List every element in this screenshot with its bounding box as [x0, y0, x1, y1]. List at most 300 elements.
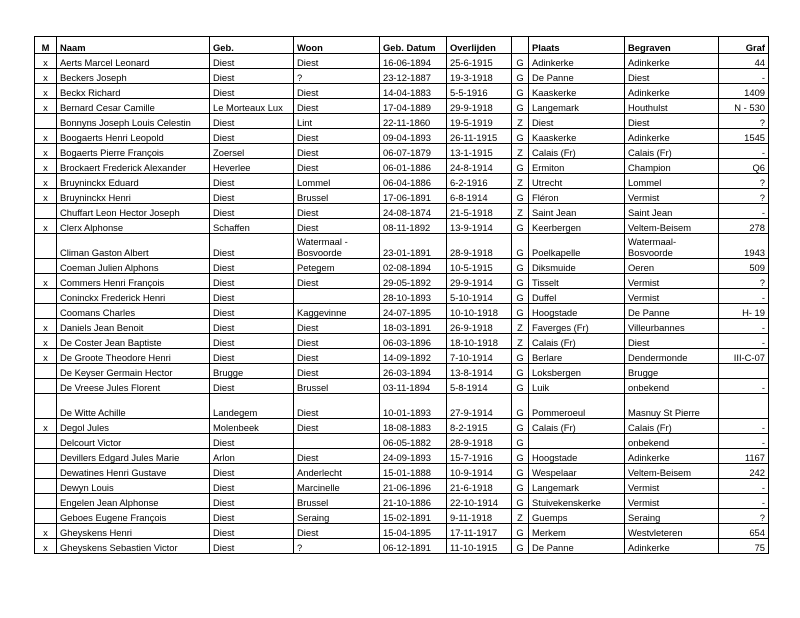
- cell-code: G: [512, 99, 529, 114]
- table-row: [35, 319, 769, 334]
- cell-geb: Diest: [210, 524, 294, 539]
- cell-plaats: Hoogstade: [529, 304, 625, 319]
- cell-overlijden: 15-7-1916: [447, 449, 512, 464]
- cell-plaats: Fléron: [529, 189, 625, 204]
- cell-m: [35, 114, 57, 129]
- cell-woon: Brussel: [294, 379, 380, 394]
- cell-plaats: Ermiton: [529, 159, 625, 174]
- cell-code: Z: [512, 114, 529, 129]
- cell-naam: Bruyninckx Eduard: [57, 174, 210, 189]
- cell-geb: Molenbeek: [210, 419, 294, 434]
- cell-plaats: Calais (Fr): [529, 419, 625, 434]
- cell-plaats: De Panne: [529, 539, 625, 554]
- cell-code: G: [512, 129, 529, 144]
- cell-code: Z: [512, 334, 529, 349]
- cell-begraven: Vermist: [625, 189, 719, 204]
- cell-overlijden: 25-6-1915: [447, 54, 512, 69]
- cell-geb: Diest: [210, 69, 294, 84]
- cell-geb-datum: 17-06-1891: [380, 189, 447, 204]
- cell-naam: Engelen Jean Alphonse: [57, 494, 210, 509]
- cell-geb: Diest: [210, 434, 294, 449]
- cell-begraven: Dendermonde: [625, 349, 719, 364]
- table-row: [35, 144, 769, 159]
- cell-geb-datum: 10-01-1893: [380, 394, 447, 419]
- cell-naam: Degol Jules: [57, 419, 210, 434]
- cell-woon: Watermaal - Bosvoorde: [294, 234, 380, 259]
- cell-code: G: [512, 234, 529, 259]
- cell-begraven: Seraing: [625, 509, 719, 524]
- col-header-begraven: Begraven: [625, 37, 719, 54]
- cell-geb: Diest: [210, 539, 294, 554]
- soldier-register-table: [34, 36, 769, 554]
- cell-plaats: Diksmuide: [529, 259, 625, 274]
- cell-geb-datum: 06-07-1879: [380, 144, 447, 159]
- cell-code: G: [512, 434, 529, 449]
- cell-begraven: Diest: [625, 69, 719, 84]
- cell-naam: Brockaert Frederick Alexander: [57, 159, 210, 174]
- col-header-graf: Graf: [719, 37, 769, 54]
- cell-naam: Commers Henri François: [57, 274, 210, 289]
- cell-plaats: Kaaskerke: [529, 84, 625, 99]
- cell-overlijden: 5-5-1916: [447, 84, 512, 99]
- cell-graf: 654: [719, 524, 769, 539]
- cell-begraven: Vermist: [625, 479, 719, 494]
- cell-begraven: Saint Jean: [625, 204, 719, 219]
- cell-naam: Bonnyns Joseph Louis Celestin: [57, 114, 210, 129]
- cell-geb: Diest: [210, 379, 294, 394]
- cell-overlijden: 10-5-1915: [447, 259, 512, 274]
- cell-geb: Diest: [210, 84, 294, 99]
- cell-m: x: [35, 159, 57, 174]
- cell-m: [35, 234, 57, 259]
- cell-geb-datum: 21-10-1886: [380, 494, 447, 509]
- cell-graf: Q6: [719, 159, 769, 174]
- cell-geb: Diest: [210, 464, 294, 479]
- cell-graf: -: [719, 289, 769, 304]
- cell-geb-datum: 08-11-1892: [380, 219, 447, 234]
- cell-graf: [719, 394, 769, 419]
- table-row: [35, 434, 769, 449]
- cell-m: x: [35, 349, 57, 364]
- cell-naam: Clerx Alphonse: [57, 219, 210, 234]
- cell-graf: -: [719, 144, 769, 159]
- cell-woon: Diest: [294, 274, 380, 289]
- cell-geb-datum: 29-05-1892: [380, 274, 447, 289]
- cell-woon: Diest: [294, 364, 380, 379]
- cell-begraven: Adinkerke: [625, 129, 719, 144]
- cell-naam: Devillers Edgard Jules Marie: [57, 449, 210, 464]
- cell-geb: Diest: [210, 289, 294, 304]
- cell-begraven: Villeurbannes: [625, 319, 719, 334]
- header-row: [35, 37, 769, 54]
- col-header-plaats: Plaats: [529, 37, 625, 54]
- cell-code: G: [512, 289, 529, 304]
- cell-geb: Diest: [210, 494, 294, 509]
- cell-overlijden: 6-2-1916: [447, 174, 512, 189]
- cell-m: [35, 479, 57, 494]
- cell-geb-datum: 16-06-1894: [380, 54, 447, 69]
- cell-geb-datum: 06-03-1896: [380, 334, 447, 349]
- table-row: [35, 69, 769, 84]
- cell-overlijden: 29-9-1914: [447, 274, 512, 289]
- col-header-woon: Woon: [294, 37, 380, 54]
- cell-begraven: onbekend: [625, 379, 719, 394]
- cell-graf: 242: [719, 464, 769, 479]
- cell-plaats: Utrecht: [529, 174, 625, 189]
- cell-code: G: [512, 274, 529, 289]
- cell-graf: ?: [719, 114, 769, 129]
- cell-naam: Beckx Richard: [57, 84, 210, 99]
- cell-begraven: Lommel: [625, 174, 719, 189]
- cell-m: [35, 379, 57, 394]
- cell-code: G: [512, 379, 529, 394]
- cell-woon: Diest: [294, 334, 380, 349]
- cell-code: G: [512, 394, 529, 419]
- cell-geb-datum: 15-04-1895: [380, 524, 447, 539]
- table-row: [35, 464, 769, 479]
- cell-geb: Brugge: [210, 364, 294, 379]
- cell-naam: Dewyn Louis: [57, 479, 210, 494]
- cell-code: G: [512, 69, 529, 84]
- cell-geb-datum: 17-04-1889: [380, 99, 447, 114]
- cell-naam: Gheyskens Sebastien Victor: [57, 539, 210, 554]
- cell-plaats: Faverges (Fr): [529, 319, 625, 334]
- cell-m: x: [35, 319, 57, 334]
- cell-begraven: Vermist: [625, 289, 719, 304]
- cell-geb-datum: 24-08-1874: [380, 204, 447, 219]
- col-header-geb-datum: Geb. Datum: [380, 37, 447, 54]
- cell-code: G: [512, 54, 529, 69]
- cell-woon: Anderlecht: [294, 464, 380, 479]
- cell-geb-datum: 23-01-1891: [380, 234, 447, 259]
- cell-plaats: Adinkerke: [529, 54, 625, 69]
- table-row: [35, 84, 769, 99]
- cell-overlijden: 19-5-1919: [447, 114, 512, 129]
- cell-naam: Aerts Marcel Leonard: [57, 54, 210, 69]
- table-row: [35, 54, 769, 69]
- cell-geb-datum: 06-01-1886: [380, 159, 447, 174]
- cell-code: G: [512, 449, 529, 464]
- table-row: [35, 449, 769, 464]
- cell-code: G: [512, 159, 529, 174]
- cell-geb: Diest: [210, 234, 294, 259]
- cell-overlijden: 22-10-1914: [447, 494, 512, 509]
- cell-geb: Diest: [210, 334, 294, 349]
- cell-plaats: Langemark: [529, 479, 625, 494]
- cell-naam: Geboes Eugene François: [57, 509, 210, 524]
- cell-geb: Diest: [210, 319, 294, 334]
- cell-plaats: De Panne: [529, 69, 625, 84]
- cell-graf: III-C-07: [719, 349, 769, 364]
- cell-m: [35, 434, 57, 449]
- cell-m: [35, 304, 57, 319]
- cell-begraven: Champion: [625, 159, 719, 174]
- cell-m: x: [35, 524, 57, 539]
- cell-plaats: Saint Jean: [529, 204, 625, 219]
- cell-graf: -: [719, 379, 769, 394]
- cell-begraven: De Panne: [625, 304, 719, 319]
- cell-plaats: Loksbergen: [529, 364, 625, 379]
- cell-plaats: Hoogstade: [529, 449, 625, 464]
- cell-geb: Arlon: [210, 449, 294, 464]
- cell-woon: Brussel: [294, 189, 380, 204]
- cell-begraven: Westvleteren: [625, 524, 719, 539]
- cell-geb-datum: 24-09-1893: [380, 449, 447, 464]
- cell-woon: [294, 434, 380, 449]
- cell-overlijden: 28-9-1918: [447, 434, 512, 449]
- cell-geb: Diest: [210, 479, 294, 494]
- cell-code: Z: [512, 509, 529, 524]
- table-row: [35, 394, 769, 419]
- table-row: [35, 129, 769, 144]
- cell-geb: Le Morteaux Lux: [210, 99, 294, 114]
- cell-begraven: Veltem-Beisem: [625, 219, 719, 234]
- cell-woon: [294, 289, 380, 304]
- cell-naam: De Vreese Jules Florent: [57, 379, 210, 394]
- table-row: [35, 364, 769, 379]
- cell-geb: Diest: [210, 349, 294, 364]
- cell-graf: -: [719, 419, 769, 434]
- cell-plaats: Langemark: [529, 99, 625, 114]
- cell-overlijden: 28-9-1918: [447, 234, 512, 259]
- cell-plaats: Merkem: [529, 524, 625, 539]
- cell-begraven: Houthulst: [625, 99, 719, 114]
- cell-overlijden: 11-10-1915: [447, 539, 512, 554]
- cell-naam: Bruyninckx Henri: [57, 189, 210, 204]
- cell-overlijden: 7-10-1914: [447, 349, 512, 364]
- cell-plaats: Duffel: [529, 289, 625, 304]
- cell-woon: Brussel: [294, 494, 380, 509]
- cell-woon: Marcinelle: [294, 479, 380, 494]
- cell-m: [35, 364, 57, 379]
- cell-graf: 1943: [719, 234, 769, 259]
- cell-woon: Diest: [294, 54, 380, 69]
- cell-graf: ?: [719, 174, 769, 189]
- cell-code: G: [512, 364, 529, 379]
- cell-woon: Diest: [294, 204, 380, 219]
- table-row: [35, 99, 769, 114]
- cell-geb-datum: 18-03-1891: [380, 319, 447, 334]
- cell-code: G: [512, 349, 529, 364]
- cell-plaats: Keerbergen: [529, 219, 625, 234]
- table-row: [35, 304, 769, 319]
- cell-overlijden: 8-2-1915: [447, 419, 512, 434]
- cell-plaats: Stuivekenskerke: [529, 494, 625, 509]
- cell-overlijden: 27-9-1914: [447, 394, 512, 419]
- cell-woon: Diest: [294, 349, 380, 364]
- cell-graf: 1167: [719, 449, 769, 464]
- cell-woon: Seraing: [294, 509, 380, 524]
- cell-graf: [719, 364, 769, 379]
- cell-geb-datum: 28-10-1893: [380, 289, 447, 304]
- table-row: [35, 189, 769, 204]
- cell-m: [35, 494, 57, 509]
- cell-begraven: Adinkerke: [625, 539, 719, 554]
- cell-begraven: Adinkerke: [625, 84, 719, 99]
- cell-woon: Petegem: [294, 259, 380, 274]
- cell-plaats: [529, 434, 625, 449]
- cell-m: x: [35, 174, 57, 189]
- cell-overlijden: 13-8-1914: [447, 364, 512, 379]
- cell-graf: -: [719, 434, 769, 449]
- cell-graf: -: [719, 334, 769, 349]
- table-row: [35, 524, 769, 539]
- cell-overlijden: 18-10-1918: [447, 334, 512, 349]
- table-row: [35, 379, 769, 394]
- cell-geb-datum: 15-02-1891: [380, 509, 447, 524]
- cell-begraven: Diest: [625, 114, 719, 129]
- cell-m: x: [35, 69, 57, 84]
- cell-m: x: [35, 84, 57, 99]
- cell-overlijden: 10-9-1914: [447, 464, 512, 479]
- cell-geb: Diest: [210, 189, 294, 204]
- cell-woon: Diest: [294, 524, 380, 539]
- cell-begraven: Vermist: [625, 274, 719, 289]
- cell-begraven: Brugge: [625, 364, 719, 379]
- cell-m: x: [35, 274, 57, 289]
- table-row: [35, 479, 769, 494]
- cell-begraven: Oeren: [625, 259, 719, 274]
- cell-begraven: Watermaal-Bosvoorde: [625, 234, 719, 259]
- cell-overlijden: 26-9-1918: [447, 319, 512, 334]
- table-row: [35, 204, 769, 219]
- cell-m: x: [35, 54, 57, 69]
- cell-plaats: Calais (Fr): [529, 334, 625, 349]
- cell-plaats: Calais (Fr): [529, 144, 625, 159]
- cell-m: x: [35, 129, 57, 144]
- cell-begraven: Adinkerke: [625, 449, 719, 464]
- cell-naam: Bogaerts Pierre François: [57, 144, 210, 159]
- cell-code: G: [512, 84, 529, 99]
- cell-woon: Diest: [294, 99, 380, 114]
- cell-graf: 278: [719, 219, 769, 234]
- cell-code: G: [512, 219, 529, 234]
- cell-overlijden: 19-3-1918: [447, 69, 512, 84]
- table-row: [35, 234, 769, 259]
- cell-geb: Diest: [210, 259, 294, 274]
- cell-woon: Diest: [294, 449, 380, 464]
- cell-plaats: Luik: [529, 379, 625, 394]
- cell-woon: Diest: [294, 319, 380, 334]
- cell-code: Z: [512, 204, 529, 219]
- table-row: [35, 539, 769, 554]
- cell-m: x: [35, 219, 57, 234]
- cell-geb-datum: 15-01-1888: [380, 464, 447, 479]
- cell-woon: ?: [294, 69, 380, 84]
- cell-woon: Diest: [294, 419, 380, 434]
- cell-code: G: [512, 419, 529, 434]
- table-row: [35, 159, 769, 174]
- cell-naam: Chuffart Leon Hector Joseph: [57, 204, 210, 219]
- table-row: [35, 174, 769, 189]
- cell-naam: Dewatines Henri Gustave: [57, 464, 210, 479]
- cell-graf: ?: [719, 189, 769, 204]
- cell-plaats: Guemps: [529, 509, 625, 524]
- cell-graf: N - 530: [719, 99, 769, 114]
- cell-code: G: [512, 304, 529, 319]
- cell-naam: Coeman Julien Alphons: [57, 259, 210, 274]
- cell-plaats: Kaaskerke: [529, 129, 625, 144]
- cell-woon: Lint: [294, 114, 380, 129]
- cell-m: x: [35, 144, 57, 159]
- cell-overlijden: 26-11-1915: [447, 129, 512, 144]
- cell-woon: Diest: [294, 129, 380, 144]
- cell-geb: Schaffen: [210, 219, 294, 234]
- cell-graf: 75: [719, 539, 769, 554]
- cell-graf: 509: [719, 259, 769, 274]
- cell-overlijden: 13-1-1915: [447, 144, 512, 159]
- cell-code: G: [512, 494, 529, 509]
- cell-woon: Diest: [294, 219, 380, 234]
- cell-overlijden: 21-6-1918: [447, 479, 512, 494]
- cell-plaats: Poelkapelle: [529, 234, 625, 259]
- table-row: [35, 334, 769, 349]
- cell-naam: Coninckx Frederick Henri: [57, 289, 210, 304]
- cell-graf: ?: [719, 509, 769, 524]
- cell-naam: Daniels Jean Benoit: [57, 319, 210, 334]
- cell-overlijden: 9-11-1918: [447, 509, 512, 524]
- cell-code: G: [512, 524, 529, 539]
- cell-m: x: [35, 189, 57, 204]
- cell-graf: -: [719, 494, 769, 509]
- cell-graf: 1409: [719, 84, 769, 99]
- cell-overlijden: 29-9-1918: [447, 99, 512, 114]
- cell-code: Z: [512, 174, 529, 189]
- cell-geb: Diest: [210, 129, 294, 144]
- cell-plaats: Tisselt: [529, 274, 625, 289]
- table-row: [35, 114, 769, 129]
- cell-graf: -: [719, 319, 769, 334]
- cell-code: G: [512, 259, 529, 274]
- col-header-code: [512, 37, 529, 54]
- cell-code: G: [512, 189, 529, 204]
- cell-naam: De Keyser Germain Hector: [57, 364, 210, 379]
- cell-geb-datum: 22-11-1860: [380, 114, 447, 129]
- cell-overlijden: 17-11-1917: [447, 524, 512, 539]
- cell-geb-datum: 03-11-1894: [380, 379, 447, 394]
- cell-overlijden: 5-8-1914: [447, 379, 512, 394]
- cell-overlijden: 21-5-1918: [447, 204, 512, 219]
- cell-m: [35, 289, 57, 304]
- cell-naam: De Coster Jean Baptiste: [57, 334, 210, 349]
- cell-begraven: Calais (Fr): [625, 419, 719, 434]
- cell-geb-datum: 06-04-1886: [380, 174, 447, 189]
- cell-m: [35, 449, 57, 464]
- table-row: [35, 289, 769, 304]
- cell-code: Z: [512, 319, 529, 334]
- cell-graf: -: [719, 479, 769, 494]
- cell-geb: Diest: [210, 509, 294, 524]
- table-row: [35, 509, 769, 524]
- cell-geb-datum: 06-12-1891: [380, 539, 447, 554]
- cell-graf: ?: [719, 274, 769, 289]
- col-header-m: M: [35, 37, 57, 54]
- cell-graf: 44: [719, 54, 769, 69]
- cell-m: x: [35, 334, 57, 349]
- cell-plaats: Berlare: [529, 349, 625, 364]
- cell-geb-datum: 14-09-1892: [380, 349, 447, 364]
- cell-geb-datum: 26-03-1894: [380, 364, 447, 379]
- cell-naam: Gheyskens Henri: [57, 524, 210, 539]
- cell-woon: Kaggevinne: [294, 304, 380, 319]
- cell-begraven: Diest: [625, 334, 719, 349]
- cell-m: [35, 394, 57, 419]
- cell-overlijden: 10-10-1918: [447, 304, 512, 319]
- cell-woon: Lommel: [294, 174, 380, 189]
- cell-geb: Diest: [210, 114, 294, 129]
- cell-overlijden: 24-8-1914: [447, 159, 512, 174]
- cell-geb-datum: 06-05-1882: [380, 434, 447, 449]
